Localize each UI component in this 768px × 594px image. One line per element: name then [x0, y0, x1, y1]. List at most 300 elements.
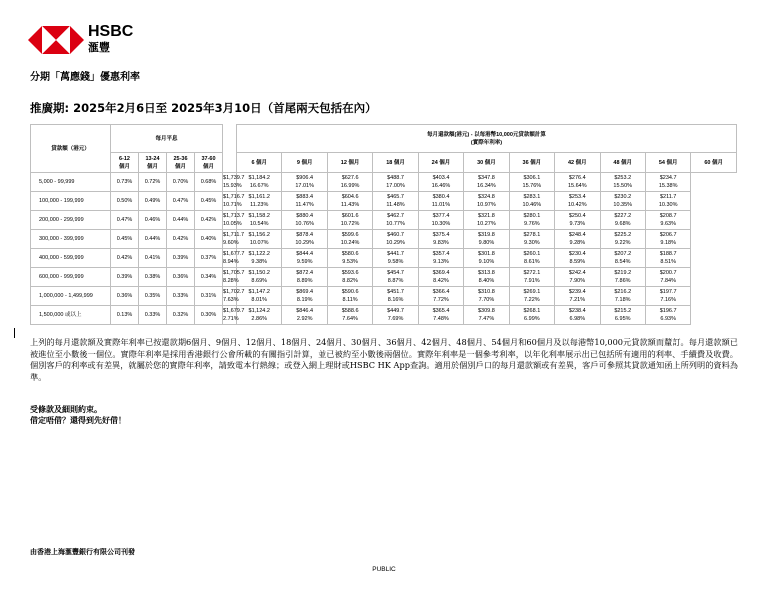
monthly-repayment: $580.6: [341, 251, 359, 257]
repayment-cell: [645, 230, 690, 249]
flat-rate-cell: 0.32%: [167, 306, 195, 325]
terms-line: 受條款及細則約束。: [30, 405, 102, 414]
apr-value: 10.07%: [249, 240, 269, 246]
promo-period: 推廣期: 2025年2月6日至 2025年3月10日（首尾兩天包括在內）: [30, 101, 377, 115]
apr-value: 16.67%: [249, 183, 269, 189]
repayment-tenor-header: 6 個月: [237, 153, 282, 173]
repayment-cell: [327, 249, 372, 268]
flat-rate-cell: 0.47%: [167, 192, 195, 211]
flat-rate-cell: 0.40%: [195, 230, 223, 249]
repayment-cell: [282, 230, 327, 249]
apr-value: 8.61%: [524, 259, 540, 265]
page-title: 分期「萬應錢」優惠利率: [30, 72, 140, 83]
apr-value: 11.01%: [431, 202, 451, 208]
repayment-cell: [418, 211, 463, 230]
repayment-cell: [645, 268, 690, 287]
apr-value: 9.76%: [524, 221, 540, 227]
repayment-cell: [645, 287, 690, 306]
apr-value: 9.10%: [478, 259, 495, 265]
repayment-cell: [223, 306, 245, 325]
apr-value: 8.54%: [614, 259, 631, 265]
monthly-repayment: $375.4: [432, 232, 450, 238]
monthly-repayment: $301.8: [478, 251, 495, 257]
monthly-repayment: $451.7: [387, 289, 404, 295]
apr-value: 8.42%: [433, 278, 449, 284]
apr-value: 15.38%: [658, 183, 678, 189]
repayment-cell: [373, 192, 418, 211]
monthly-repayment: $462.7: [387, 213, 404, 219]
apr-value: 10.29%: [386, 240, 405, 246]
repayment-cell: [600, 173, 645, 192]
monthly-repayment: $1,677.7: [223, 251, 245, 257]
apr-value: 9.28%: [569, 240, 586, 246]
repayment-cell: [464, 173, 509, 192]
repayment-cell: [418, 249, 463, 268]
monthly-repayment: $449.7: [387, 308, 404, 314]
repayment-tenor-header: 48 個月: [600, 153, 645, 173]
flat-rate-cell: 0.44%: [139, 230, 167, 249]
flat-rate-cell: 0.46%: [139, 211, 167, 230]
apr-value: 8.16%: [387, 297, 404, 303]
repayment-cell: [509, 249, 554, 268]
monthly-repayment: $1,150.2: [248, 270, 270, 276]
apr-value: 16.99%: [340, 183, 360, 189]
flat-rate-cell: 0.38%: [139, 268, 167, 287]
repayment-cell: [418, 268, 463, 287]
apr-value: 9.60%: [223, 240, 239, 246]
apr-value: 10.72%: [340, 221, 360, 227]
repayment-cell: [645, 192, 690, 211]
monthly-repayment: $269.1: [523, 289, 541, 295]
apr-value: 10.97%: [477, 202, 496, 208]
repayment-cell: [282, 173, 327, 192]
repayment-cell: [373, 287, 418, 306]
apr-value: 15.64%: [567, 183, 587, 189]
apr-value: 10.05%: [223, 221, 242, 227]
monthly-repayment: $253.2: [614, 175, 632, 181]
table-row: [31, 287, 737, 306]
apr-value: 7.69%: [387, 316, 404, 322]
flat-rate-cell: 0.39%: [111, 268, 139, 287]
apr-value: 7.16%: [660, 297, 676, 303]
repayment-cell: [555, 230, 600, 249]
monthly-repayment: $366.4: [432, 289, 450, 295]
table-row: [31, 306, 737, 325]
flat-rate-cell: 0.45%: [195, 192, 223, 211]
apr-value: 6.93%: [660, 316, 676, 322]
repayment-cell: [555, 268, 600, 287]
loan-amount-cell: 200,000 - 299,999: [31, 211, 111, 230]
monthly-repayment: $227.2: [614, 213, 632, 219]
apr-value: 9.68%: [614, 221, 631, 227]
loan-amount-cell: 100,000 - 199,999: [31, 192, 111, 211]
apr-value: 7.48%: [433, 316, 449, 322]
flat-rate-cell: 0.36%: [111, 287, 139, 306]
repayment-header: 每月還款額(港元) - 以每港幣10,000元貸款額計算 (實際年利率): [237, 125, 737, 153]
table-row: [31, 192, 737, 211]
monthly-repayment: $324.8: [478, 194, 495, 200]
repayment-cell: [327, 268, 372, 287]
repayment-cell: [600, 230, 645, 249]
text-cursor: [14, 328, 15, 338]
apr-value: 10.27%: [477, 221, 496, 227]
repayment-cell: [464, 268, 509, 287]
repayment-cell: [509, 173, 554, 192]
repayment-cell: [509, 268, 554, 287]
apr-value: 7.22%: [524, 297, 540, 303]
apr-value: 8.28%: [223, 278, 239, 284]
monthly-repayment: $627.6: [341, 175, 359, 181]
flat-rate-cell: 0.42%: [111, 249, 139, 268]
repayment-cell: [464, 192, 509, 211]
repayment-cell: [373, 268, 418, 287]
repayment-cell: [464, 306, 509, 325]
monthly-repayment: $1,124.2: [248, 308, 270, 314]
apr-value: 7.72%: [433, 297, 449, 303]
monthly-repayment: $590.6: [341, 289, 359, 295]
repayment-cell: [282, 192, 327, 211]
flat-rate-cell: 0.70%: [167, 173, 195, 192]
monthly-repayment: $846.4: [296, 308, 314, 314]
repayment-tenor-header: 42 個月: [555, 153, 600, 173]
repayment-cell: [509, 192, 554, 211]
monthly-repayment: $357.4: [432, 251, 450, 257]
monthly-repayment: $239.4: [568, 289, 586, 295]
repayment-cell: [282, 306, 327, 325]
monthly-repayment: $253.4: [568, 194, 586, 200]
flat-rate-cell: 0.33%: [167, 287, 195, 306]
repayment-cell: [555, 306, 600, 325]
apr-value: 15.76%: [522, 183, 542, 189]
repayment-cell: [223, 287, 245, 306]
flat-rate-cell: 0.35%: [139, 287, 167, 306]
apr-value: 8.69%: [251, 278, 268, 284]
repayment-cell: [223, 211, 245, 230]
column-spacer: [223, 125, 237, 173]
monthly-repayment: $1,184.2: [248, 175, 270, 181]
monthly-repayment: $280.1: [523, 213, 541, 219]
apr-value: 10.54%: [249, 221, 269, 227]
loan-amount-cell: 5,000 - 99,999: [31, 173, 111, 192]
repayment-cell: [373, 230, 418, 249]
monthly-repayment: $460.7: [387, 232, 404, 238]
apr-value: 9.53%: [342, 259, 358, 265]
monthly-repayment: $369.4: [432, 270, 450, 276]
monthly-repayment: $1,739.7: [223, 175, 245, 181]
repayment-cell: [418, 192, 463, 211]
apr-value: 11.23%: [250, 202, 269, 208]
monthly-repayment: $1,156.2: [248, 232, 270, 238]
apr-value: 11.47%: [295, 202, 314, 208]
repayment-cell: [223, 249, 245, 268]
rate-table: [30, 124, 737, 325]
loan-amount-header: 貸款額（港元）: [31, 125, 111, 173]
monthly-repayment: $234.7: [659, 175, 677, 181]
repayment-tenor-header: 60 個月: [691, 153, 737, 173]
apr-value: 9.22%: [614, 240, 631, 246]
monthly-repayment: $216.2: [614, 289, 632, 295]
apr-value: 16.46%: [431, 183, 451, 189]
apr-value: 17.00%: [386, 183, 405, 189]
apr-value: 7.86%: [614, 278, 631, 284]
monthly-repayment: $872.4: [296, 270, 314, 276]
monthly-repayment: $365.4: [432, 308, 450, 314]
apr-value: 8.01%: [251, 297, 268, 303]
apr-value: 9.13%: [433, 259, 449, 265]
repayment-cell: [327, 173, 372, 192]
apr-value: 2.86%: [251, 316, 268, 322]
apr-value: 7.84%: [660, 278, 676, 284]
apr-value: 7.91%: [524, 278, 540, 284]
repayment-cell: [645, 249, 690, 268]
table-row: [31, 249, 737, 268]
monthly-repayment: $200.7: [659, 270, 677, 276]
repayment-cell: [223, 173, 245, 192]
repayment-cell: [600, 211, 645, 230]
flat-rate-cell: 0.72%: [139, 173, 167, 192]
apr-value: 10.46%: [522, 202, 542, 208]
monthly-repayment: $196.7: [659, 308, 677, 314]
flat-rate-cell: 0.47%: [111, 211, 139, 230]
loan-amount-cell: 400,000 - 599,999: [31, 249, 111, 268]
apr-value: 11.43%: [340, 202, 360, 208]
apr-value: 10.29%: [295, 240, 314, 246]
repayment-cell: [555, 249, 600, 268]
monthly-repayment: $441.7: [387, 251, 404, 257]
brand-chinese-name: 滙豐: [88, 41, 110, 54]
repayment-cell: [555, 211, 600, 230]
monthly-repayment: $215.2: [614, 308, 632, 314]
monthly-repayment: $197.7: [659, 289, 677, 295]
apr-value: 10.71%: [223, 202, 242, 208]
loan-amount-cell: 1,000,000 - 1,499,999: [31, 287, 111, 306]
repayment-tenor-header: 9 個月: [282, 153, 327, 173]
flat-rate-cell: 0.49%: [139, 192, 167, 211]
repayment-cell: [555, 173, 600, 192]
monthly-repayment: $309.8: [478, 308, 495, 314]
apr-value: 10.24%: [340, 240, 360, 246]
table-row: [31, 211, 737, 230]
monthly-repayment: $883.4: [296, 194, 314, 200]
monthly-repayment: $272.1: [523, 270, 541, 276]
repayment-tenor-header: 54 個月: [645, 153, 690, 173]
repayment-cell: [509, 211, 554, 230]
monthly-repayment: $878.4: [296, 232, 314, 238]
monthly-repayment: $250.4: [568, 213, 586, 219]
monthly-repayment: $242.4: [568, 270, 586, 276]
repayment-cell: [600, 249, 645, 268]
apr-value: 11.48%: [386, 202, 405, 208]
monthly-repayment: $188.7: [659, 251, 677, 257]
monthly-repayment: $260.1: [523, 251, 541, 257]
monthly-repayment: $230.4: [568, 251, 586, 257]
apr-value: 2.71%: [223, 316, 239, 322]
monthly-repayment: $1,122.2: [248, 251, 270, 257]
flat-rate-cell: 0.42%: [167, 230, 195, 249]
repayment-cell: [282, 268, 327, 287]
flat-rate-cell: 0.31%: [195, 287, 223, 306]
hsbc-hexagon-logo-icon: [28, 26, 84, 54]
monthly-repayment: $208.7: [659, 213, 677, 219]
repayment-cell: [223, 230, 245, 249]
repayment-cell: [464, 230, 509, 249]
apr-value: 9.38%: [251, 259, 268, 265]
repayment-cell: [418, 230, 463, 249]
flat-rate-cell: 0.50%: [111, 192, 139, 211]
repayment-cell: [464, 211, 509, 230]
repayment-tenor-header: 24 個月: [418, 153, 463, 173]
monthly-repayment: $268.1: [523, 308, 541, 314]
apr-value: 9.63%: [660, 221, 676, 227]
monthly-repayment: $278.1: [523, 232, 541, 238]
monthly-repayment: $1,716.7: [223, 194, 245, 200]
monthly-repayment: $225.2: [614, 232, 632, 238]
repayment-cell: [223, 192, 245, 211]
repayment-cell: [464, 287, 509, 306]
flat-rate-cell: 0.39%: [167, 249, 195, 268]
classification-label: PUBLIC: [372, 566, 396, 573]
repayment-tenor-header: 12 個月: [327, 153, 372, 173]
apr-value: 10.30%: [431, 221, 451, 227]
apr-value: 17.01%: [295, 183, 314, 189]
monthly-repayment: $1,705.7: [223, 270, 245, 276]
apr-value: 8.94%: [223, 259, 239, 265]
repayment-cell: [600, 306, 645, 325]
monthly-repayment: $1,158.2: [248, 213, 270, 219]
monthly-repayment: $601.6: [341, 213, 359, 219]
apr-value: 8.51%: [660, 259, 676, 265]
apr-value: 9.83%: [433, 240, 449, 246]
monthly-repayment: $377.4: [432, 213, 450, 219]
repayment-cell: [418, 287, 463, 306]
repayment-cell: [464, 249, 509, 268]
flat-rate-cell: 0.73%: [111, 173, 139, 192]
apr-value: 10.30%: [658, 202, 678, 208]
monthly-repayment: $206.7: [659, 232, 677, 238]
apr-value: 10.76%: [295, 221, 314, 227]
repayment-cell: [327, 306, 372, 325]
repayment-cell: [600, 192, 645, 211]
flat-rate-tenor-header: 25-36 個月: [167, 153, 195, 173]
apr-value: 8.87%: [387, 278, 404, 284]
repayment-cell: [282, 287, 327, 306]
monthly-repayment: $321.8: [478, 213, 495, 219]
repayment-cell: [223, 268, 245, 287]
apr-value: 6.95%: [614, 316, 631, 322]
table-row: [31, 268, 737, 287]
monthly-repayment: $276.4: [568, 175, 586, 181]
monthly-repayment: $604.6: [341, 194, 359, 200]
apr-value: 7.90%: [569, 278, 586, 284]
monthly-repayment: $306.1: [523, 175, 541, 181]
apr-value: 8.89%: [296, 278, 313, 284]
repayment-cell: [327, 192, 372, 211]
repayment-cell: [373, 249, 418, 268]
repayment-cell: [282, 211, 327, 230]
flat-rate-cell: 0.33%: [139, 306, 167, 325]
monthly-repayment: $403.4: [432, 175, 450, 181]
monthly-repayment: $238.4: [568, 308, 586, 314]
flat-rate-tenor-header: 6-12 個月: [111, 153, 139, 173]
loan-amount-cell: 600,000 - 999,999: [31, 268, 111, 287]
monthly-repayment: $1,161.2: [248, 194, 270, 200]
monthly-repayment: $454.7: [387, 270, 404, 276]
repayment-cell: [509, 306, 554, 325]
apr-value: 16.34%: [477, 183, 496, 189]
repayment-tenor-header: 30 個月: [464, 153, 509, 173]
flat-rate-cell: 0.30%: [195, 306, 223, 325]
monthly-repayment: $230.2: [614, 194, 632, 200]
repayment-cell: [600, 287, 645, 306]
monthly-repayment: $465.7: [387, 194, 404, 200]
monthly-repayment: $1,713.7: [223, 213, 245, 219]
apr-value: 10.35%: [613, 202, 633, 208]
monthly-repayment: $1,147.2: [248, 289, 270, 295]
apr-value: 9.73%: [569, 221, 586, 227]
monthly-repayment: $319.8: [478, 232, 495, 238]
apr-value: 6.99%: [524, 316, 540, 322]
apr-value: 9.80%: [478, 240, 495, 246]
terms-block: [30, 404, 126, 426]
repayment-cell: [373, 173, 418, 192]
repayment-cell: [373, 211, 418, 230]
flat-rate-cell: 0.45%: [111, 230, 139, 249]
repayment-cell: [327, 287, 372, 306]
apr-value: 8.82%: [342, 278, 358, 284]
monthly-repayment: $347.8: [478, 175, 495, 181]
monthly-repayment: $313.8: [478, 270, 495, 276]
monthly-repayment: $248.4: [568, 232, 586, 238]
repayment-cell: [645, 306, 690, 325]
repayment-cell: [509, 230, 554, 249]
monthly-repayment: $488.7: [387, 175, 404, 181]
apr-value: 10.42%: [567, 202, 587, 208]
flat-rate-cell: 0.34%: [195, 268, 223, 287]
monthly-repayment: $1,679.7: [223, 308, 245, 314]
flat-rate-cell: 0.37%: [195, 249, 223, 268]
monthly-repayment: $844.4: [296, 251, 314, 257]
apr-value: 9.58%: [387, 259, 404, 265]
monthly-repayment: $880.4: [296, 213, 314, 219]
monthly-repayment: $207.2: [614, 251, 632, 257]
flat-rate-header: 每月平息: [111, 125, 223, 153]
apr-value: 9.18%: [660, 240, 676, 246]
monthly-repayment: $588.6: [341, 308, 359, 314]
repayment-tenor-header: 18 個月: [373, 153, 418, 173]
repayment-cell: [418, 306, 463, 325]
loan-amount-cell: 1,500,000 或以上: [31, 306, 111, 325]
table-row: [31, 230, 737, 249]
apr-value: 8.19%: [296, 297, 313, 303]
repayment-cell: [373, 306, 418, 325]
monthly-repayment: $380.4: [432, 194, 450, 200]
flat-rate-cell: 0.36%: [167, 268, 195, 287]
repayment-cell: [327, 230, 372, 249]
flat-rate-cell: 0.68%: [195, 173, 223, 192]
repayment-cell: [509, 287, 554, 306]
monthly-repayment: $310.8: [478, 289, 495, 295]
repayment-cell: [418, 173, 463, 192]
disclaimer-notes: 上列的每月還款額及實際年利率已按還款期6個月、9個月、12個月、18個月、24個月、30個月、36個月、42個月、48個月、54個月和60個月及以每港幣10,000元貸款額而釐訂。每月還款額已被進位至小數後一個位。實際年利率是採用香港銀行公會所載的有關指引計算，並已被約至小數後兩個位。實際年利率是一個參考利率，以年化利率展示出已包括所有適用的利率、手續費及收費。個別客戶的利率或有差異，就屬於您的實際年利率，請致電本行熱線；或登入網上理財或HSBC HK App查詢。適用於個別戶口的每月還款額或有差異，客戶可參照其貸款通知函上所列明的資料為準。: [30, 337, 738, 382]
flat-rate-tenor-header: 13-24 個月: [139, 153, 167, 173]
table-row: [31, 173, 737, 192]
apr-value: 7.64%: [342, 316, 358, 322]
apr-value: 7.47%: [478, 316, 495, 322]
apr-value: 7.63%: [223, 297, 239, 303]
apr-value: 10.77%: [386, 221, 405, 227]
loan-amount-cell: 300,000 - 399,999: [31, 230, 111, 249]
monthly-repayment: $906.4: [296, 175, 314, 181]
